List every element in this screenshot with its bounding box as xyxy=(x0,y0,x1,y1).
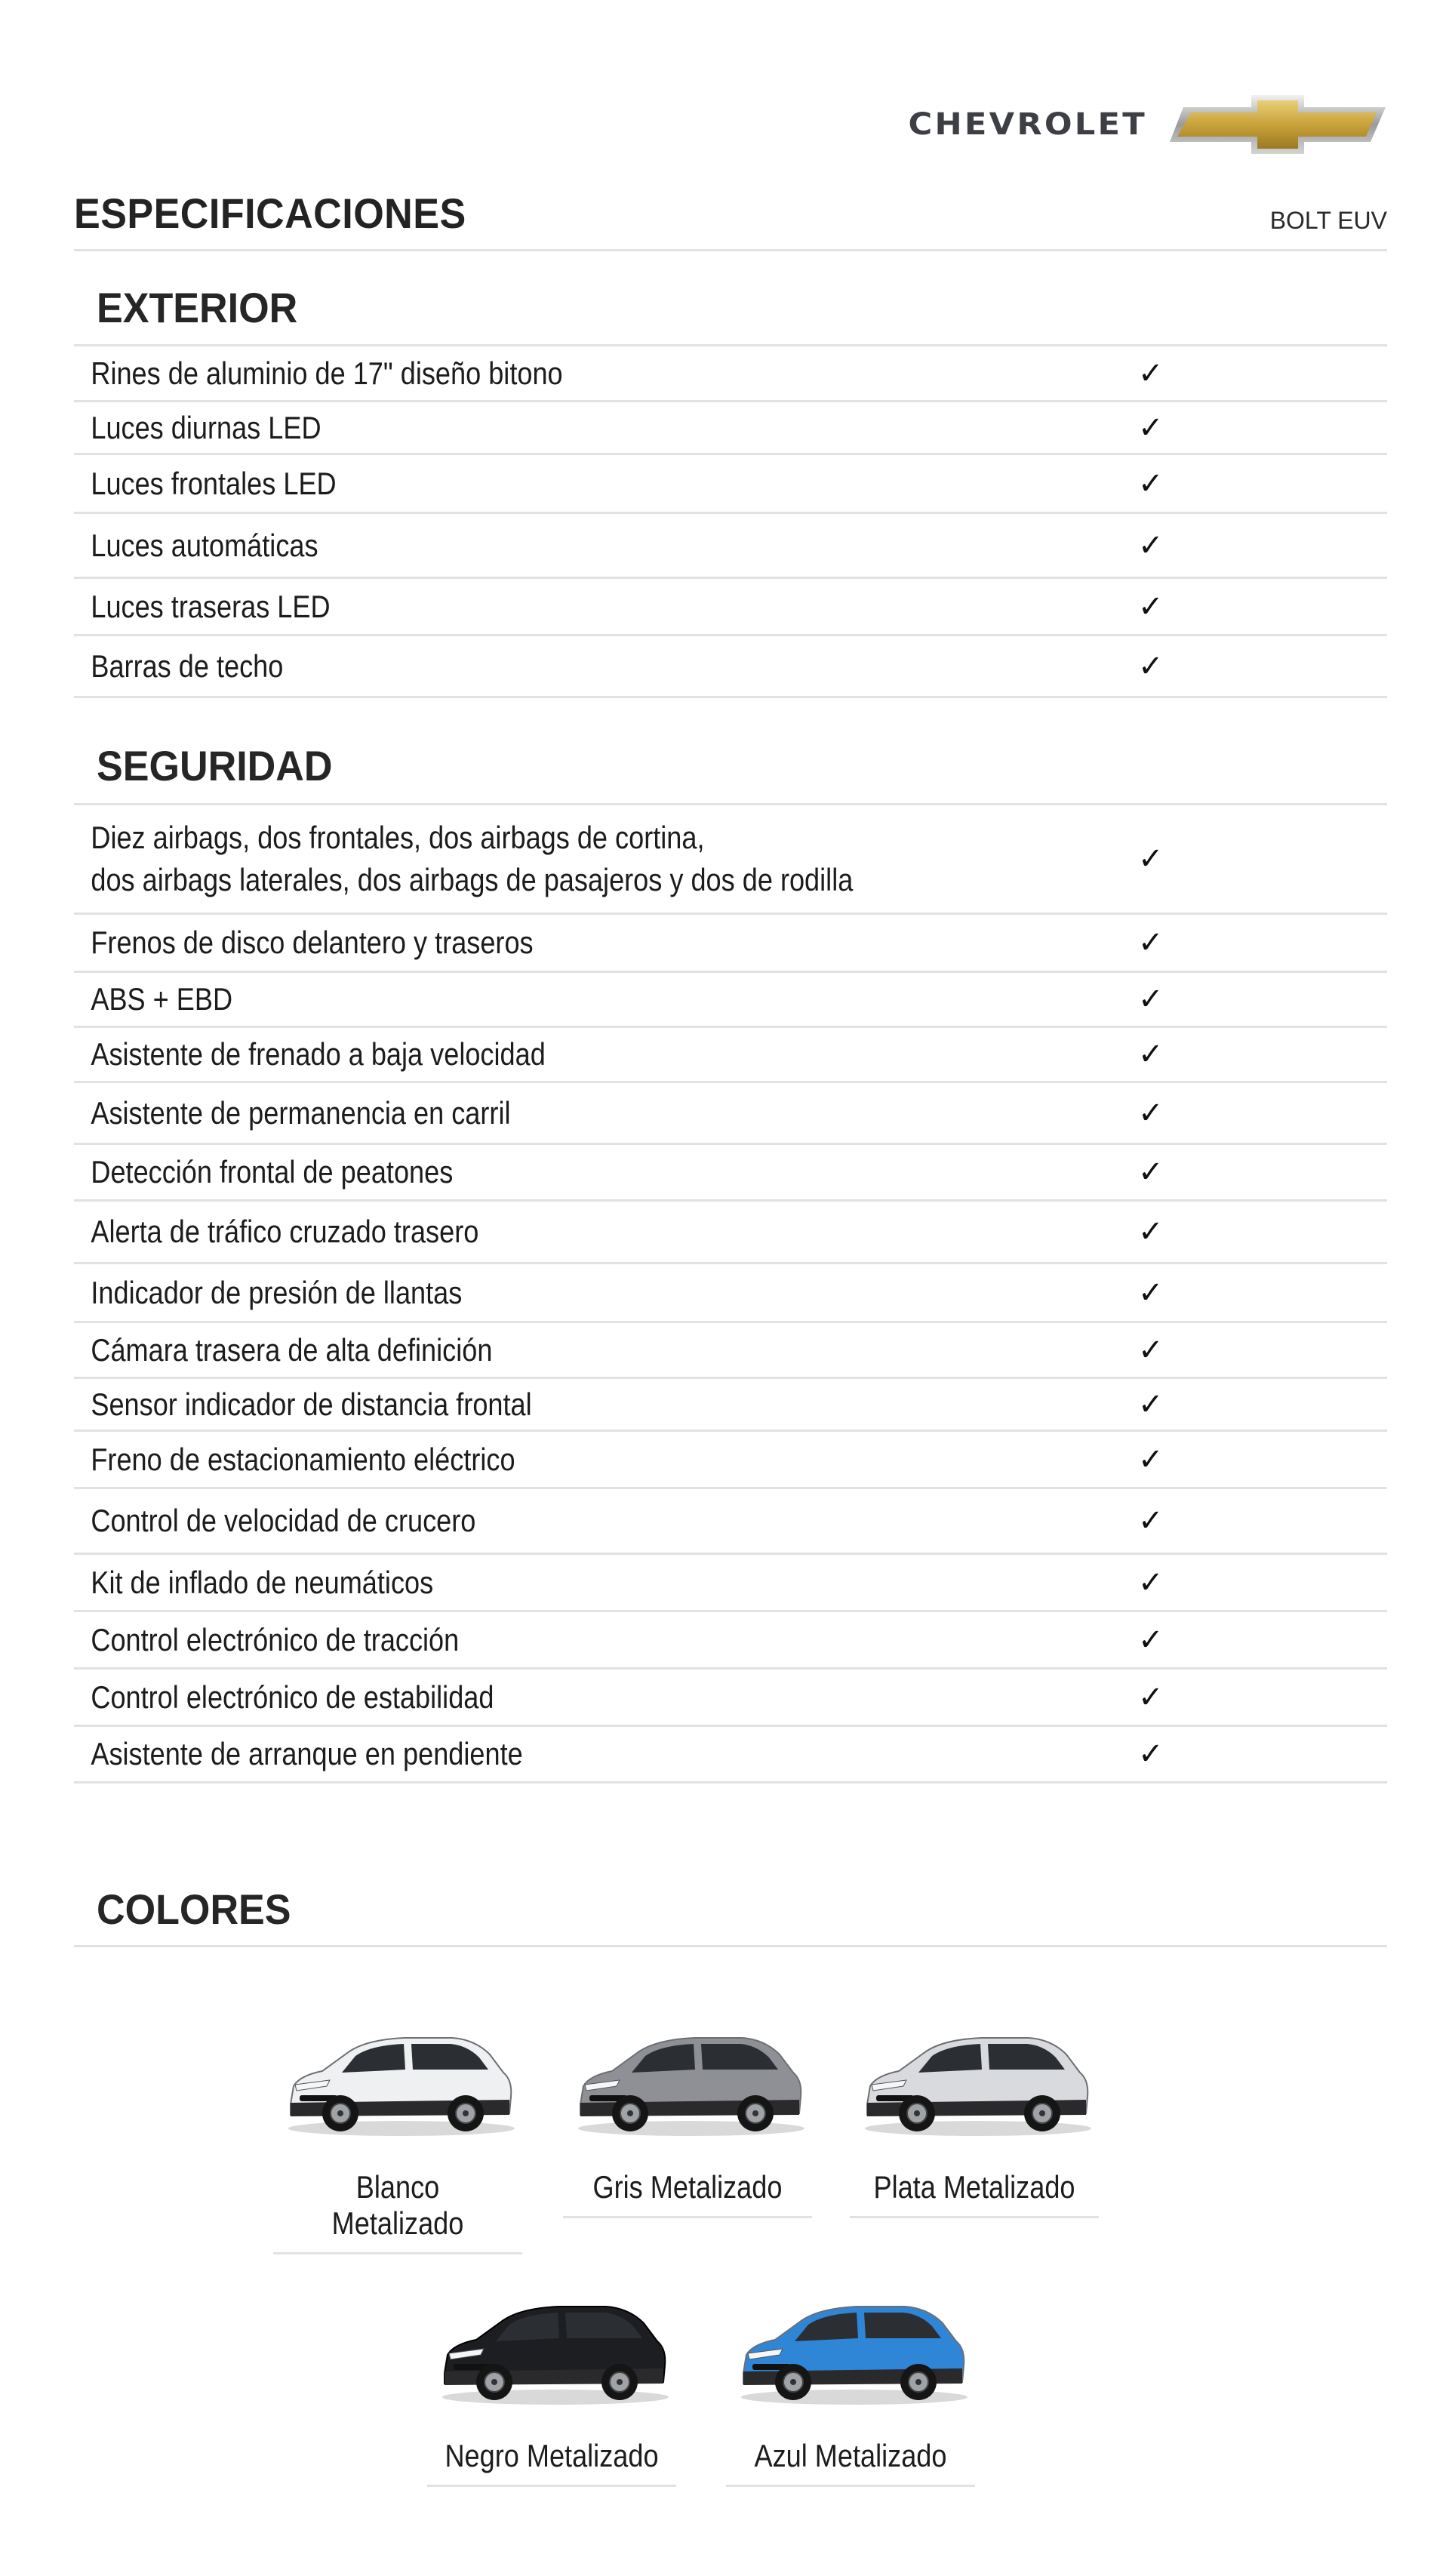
spec-label: ABS + EBD xyxy=(91,981,233,1017)
spec-row xyxy=(74,346,1387,402)
seguridad-spec-list xyxy=(74,803,1387,1784)
check-icon: ✓ xyxy=(1138,1622,1164,1657)
spec-row xyxy=(74,455,1387,514)
spec-row xyxy=(74,1323,1387,1379)
spec-label: Asistente de permanencia en carril xyxy=(91,1094,511,1131)
spec-row xyxy=(74,915,1387,973)
spec-label: Luces traseras LED xyxy=(91,588,331,624)
color-label: Blanco Metalizado xyxy=(331,2169,464,2241)
spec-row xyxy=(74,1612,1387,1670)
spec-row xyxy=(74,1202,1387,1264)
spec-row xyxy=(74,1727,1387,1784)
check-icon: ✓ xyxy=(1138,1565,1164,1600)
spec-label: Freno de estacionamiento eléctrico xyxy=(91,1441,515,1477)
spec-label: Kit de inflado de neumáticos xyxy=(91,1564,434,1600)
title-row xyxy=(74,181,1387,251)
page-title: ESPECIFICACIONES xyxy=(74,189,466,237)
color-swatch-gris xyxy=(563,2008,812,2218)
check-icon: ✓ xyxy=(1138,1332,1164,1368)
check-icon: ✓ xyxy=(1138,1442,1164,1477)
spec-label: Control electrónico de tracción xyxy=(91,1621,460,1657)
color-swatch-azul xyxy=(726,2276,975,2487)
swatch-divider xyxy=(850,2216,1099,2218)
check-icon: ✓ xyxy=(1138,528,1164,563)
check-icon: ✓ xyxy=(1138,1214,1164,1249)
check-icon: ✓ xyxy=(1138,466,1164,501)
swatch-divider xyxy=(273,2252,522,2254)
colores-divider xyxy=(74,1945,1387,1947)
spec-label: Luces frontales LED xyxy=(91,465,337,501)
spec-label: Asistente de frenado a baja velocidad xyxy=(91,1036,546,1072)
spec-row xyxy=(74,579,1387,636)
spec-row xyxy=(74,514,1387,579)
spec-label: Frenos de disco delantero y traseros xyxy=(91,925,534,960)
spec-row xyxy=(74,1432,1387,1489)
spec-label: Control electrónico de estabilidad xyxy=(91,1679,494,1715)
check-icon: ✓ xyxy=(1138,1155,1164,1190)
spec-row xyxy=(74,1083,1387,1145)
spec-row xyxy=(74,1264,1387,1323)
check-icon: ✓ xyxy=(1138,842,1164,876)
check-icon: ✓ xyxy=(1138,1037,1164,1072)
car-icon xyxy=(854,2008,1095,2144)
check-icon: ✓ xyxy=(1138,355,1164,391)
check-icon: ✓ xyxy=(1138,982,1164,1017)
swatch-divider xyxy=(726,2485,975,2487)
color-label: Azul Metalizado xyxy=(754,2438,947,2473)
spec-label: Alerta de tráfico cruzado trasero xyxy=(91,1214,479,1249)
spec-row xyxy=(74,973,1387,1028)
seguridad-heading: SEGURIDAD xyxy=(97,742,333,789)
spec-label: Asistente de arranque en pendiente xyxy=(91,1736,523,1771)
spec-label: Rines de aluminio de 17" diseño bitono xyxy=(91,355,563,391)
spec-label: Luces automáticas xyxy=(91,527,318,563)
exterior-spec-list xyxy=(74,344,1387,698)
check-icon: ✓ xyxy=(1138,925,1164,960)
spec-row xyxy=(74,805,1387,915)
spec-row xyxy=(74,1145,1387,1202)
color-label: Negro Metalizado xyxy=(445,2438,659,2473)
check-icon: ✓ xyxy=(1138,648,1164,684)
check-icon: ✓ xyxy=(1138,1095,1164,1131)
color-swatch-negro xyxy=(427,2276,676,2487)
spec-label: Diez airbags, dos frontales, dos airbags de cortina, dos airbags laterales, dos airbags de pasajeros y dos de rodilla xyxy=(91,820,854,897)
swatch-divider xyxy=(563,2216,812,2218)
car-icon xyxy=(277,2008,518,2144)
spec-row xyxy=(74,1489,1387,1555)
spec-label: Luces diurnas LED xyxy=(91,409,321,445)
spec-label: Indicador de presión de llantas xyxy=(91,1274,463,1310)
spec-label: Control de velocidad de crucero xyxy=(91,1503,476,1538)
color-label: Plata Metalizado xyxy=(873,2169,1075,2205)
spec-label: Detección frontal de peatones xyxy=(91,1154,454,1190)
car-icon xyxy=(431,2276,672,2412)
check-icon: ✓ xyxy=(1138,410,1164,445)
spec-label: Cámara trasera de alta definición xyxy=(91,1331,493,1368)
color-label: Gris Metalizado xyxy=(592,2169,783,2205)
spec-row xyxy=(74,1028,1387,1083)
color-swatch-plata xyxy=(850,2008,1099,2218)
check-icon: ✓ xyxy=(1138,1679,1164,1715)
car-icon xyxy=(567,2008,808,2144)
spec-row xyxy=(74,1379,1387,1432)
exterior-heading: EXTERIOR xyxy=(97,284,298,331)
spec-row xyxy=(74,636,1387,698)
model-name: BOLT EUV xyxy=(1269,207,1387,234)
swatch-divider xyxy=(427,2485,676,2487)
spec-row xyxy=(74,1670,1387,1727)
car-icon xyxy=(730,2276,971,2412)
brand-header xyxy=(908,91,1387,158)
check-icon: ✓ xyxy=(1138,1275,1164,1310)
check-icon: ✓ xyxy=(1138,1737,1164,1771)
brand-name: CHEVROLET xyxy=(908,107,1147,142)
spec-label: Sensor indicador de distancia frontal xyxy=(91,1386,532,1422)
check-icon: ✓ xyxy=(1138,1386,1164,1422)
color-swatch-blanco xyxy=(273,2008,522,2254)
check-icon: ✓ xyxy=(1138,1503,1164,1538)
spec-label: Barras de techo xyxy=(91,648,284,684)
colores-heading: COLORES xyxy=(97,1885,291,1933)
spec-row xyxy=(74,1555,1387,1612)
bowtie-icon xyxy=(1168,94,1387,155)
check-icon: ✓ xyxy=(1138,589,1164,624)
spec-row xyxy=(74,402,1387,455)
